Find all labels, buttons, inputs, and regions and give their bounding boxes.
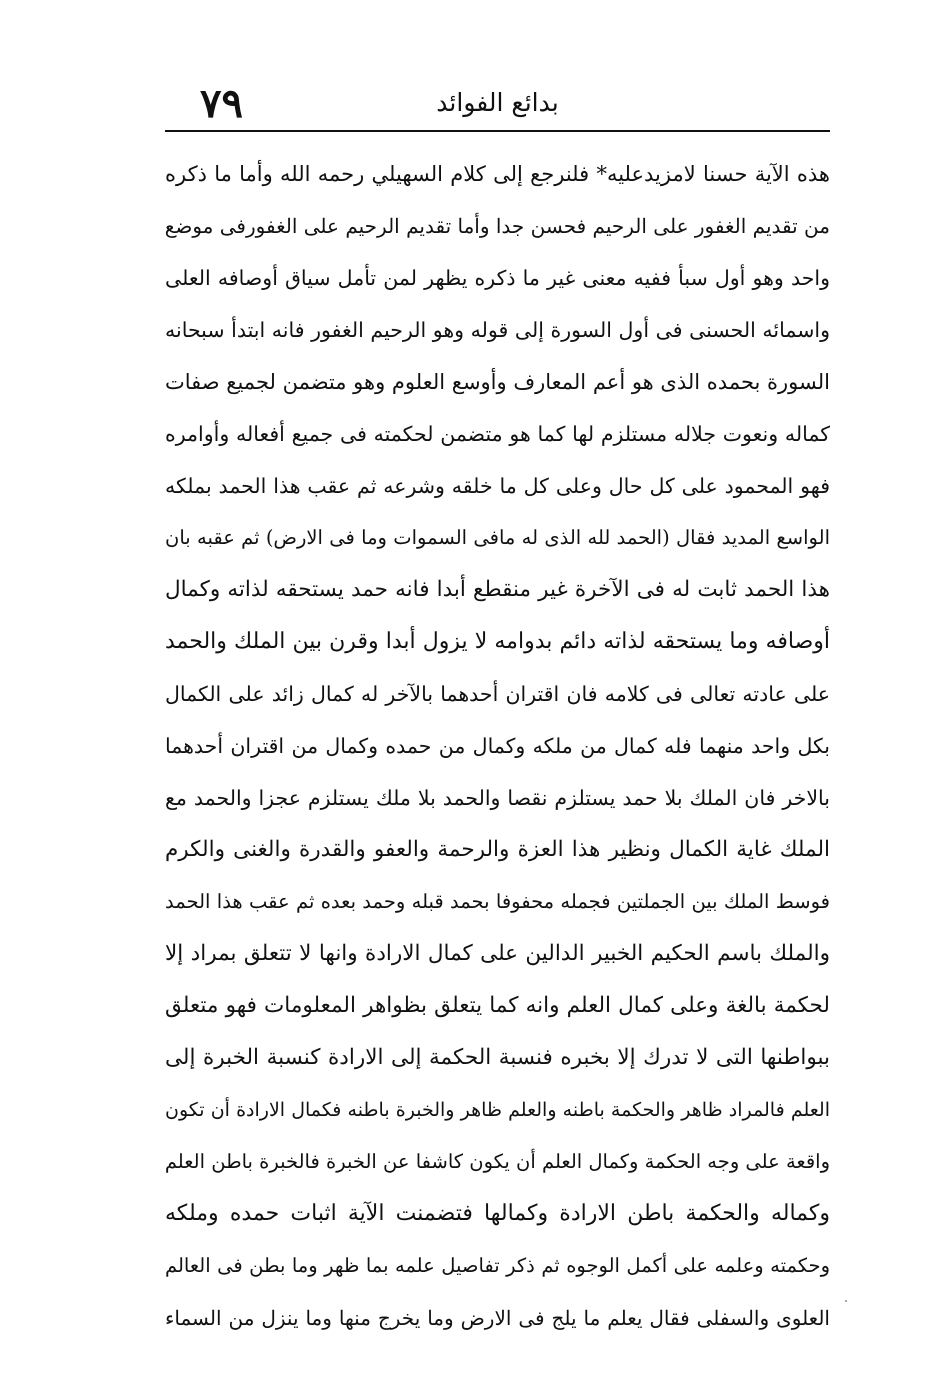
text-line: على عادته تعالى فى كلامه فان اقتران أحدهما بالآخر له كمال زائد على الكمال (165, 682, 830, 706)
text-line: فهو المحمود على كل حال وعلى كل ما خلقه وشرعه ثم عقب هذا الحمد بملكه (165, 474, 830, 498)
text-line: الملك غاية الكمال ونظير هذا العزة والرحمة والعفو والقدرة والغنى والكرم (165, 837, 830, 862)
text-line: هذه الآية حسنا لامزيدعليه* فلنرجع إلى كلام السهيلي رحمه الله وأما ما ذكره (165, 162, 830, 186)
text-line: هذا الحمد ثابت له فى الآخرة غير منقطع أبدا فانه حمد يستحقه لذاته وكمال (165, 577, 830, 602)
text-line: بكل واحد منهما فله كمال من ملكه وكمال من حمده وكمال من اقتران أحدهما (165, 734, 830, 758)
text-line: لحكمة بالغة وعلى كمال العلم وانه كما يتعلق بظواهر المعلومات فهو متعلق (165, 993, 830, 1018)
text-line: ببواطنها التى لا تدرك إلا بخبره فنسبة الحكمة إلى الارادة كنسبة الخبرة إلى (165, 1045, 830, 1070)
text-line: بالاخر فان الملك بلا حمد يستلزم نقصا والحمد بلا ملك يستلزم عجزا والحمد مع (165, 786, 830, 810)
text-line: واسمائه الحسنى فى أول السورة إلى قوله وهو الرحيم الغفور فانه ابتدأ سبحانه (165, 318, 830, 342)
body-text (165, 148, 830, 1344)
text-line: السورة بحمده الذى هو أعم المعارف وأوسع العلوم وهو متضمن لجميع صفات (165, 370, 830, 394)
text-line: وحكمته وعلمه على أكمل الوجوه ثم ذكر تفاصيل علمه بما ظهر وما بطن فى العالم (165, 1254, 830, 1277)
text-line: واحد وهو أول سبأ ففيه معنى غير ما ذكره يظهر لمن تأمل سياق أوصافه العلى (165, 266, 830, 290)
book-title: بدائع الفوائد (436, 88, 559, 117)
text-line: وكماله والحكمة باطن الارادة وكمالها فتضمنت الآية اثبات حمده وملكه (165, 1201, 830, 1226)
text-line: من تقديم الغفور على الرحيم فحسن جدا وأما تقديم الرحيم على الغفورفى موضع (165, 214, 830, 238)
text-line: واقعة على وجه الحكمة وكمال العلم أن يكون كاشفا عن الخبرة فالخبرة باطن العلم (165, 1150, 830, 1173)
text-line: الواسع المديد فقال (الحمد لله الذى له مافى السموات وما فى الارض) ثم عقبه بان (165, 526, 830, 549)
text-line: والملك باسم الحكيم الخبير الدالين على كمال الارادة وانها لا تتعلق بمراد إلا (165, 941, 830, 966)
text-line: العلوى والسفلى فقال يعلم ما يلج فى الارض وما يخرج منها وما ينزل من السماء (165, 1306, 830, 1330)
scan-speck (845, 1300, 847, 1302)
running-header (165, 78, 830, 128)
text-line: أوصافه وما يستحقه لذاته دائم بدوامه لا يزول أبدا وقرن بين الملك والحمد (165, 629, 830, 654)
text-line: العلم فالمراد ظاهر والحكمة باطنه والعلم ظاهر والخبرة باطنه فكمال الارادة أن تكون (165, 1099, 830, 1121)
text-line: كماله ونعوت جلاله مستلزم لها كما هو متضمن لحكمته فى جميع أفعاله وأوامره (165, 422, 830, 446)
text-line: فوسط الملك بين الجملتين فجمله محفوفا بحمد قبله وحمد بعده ثم عقب هذا الحمد (165, 890, 830, 913)
page-number: ٧٩ (200, 80, 243, 127)
header-rule (165, 130, 830, 132)
